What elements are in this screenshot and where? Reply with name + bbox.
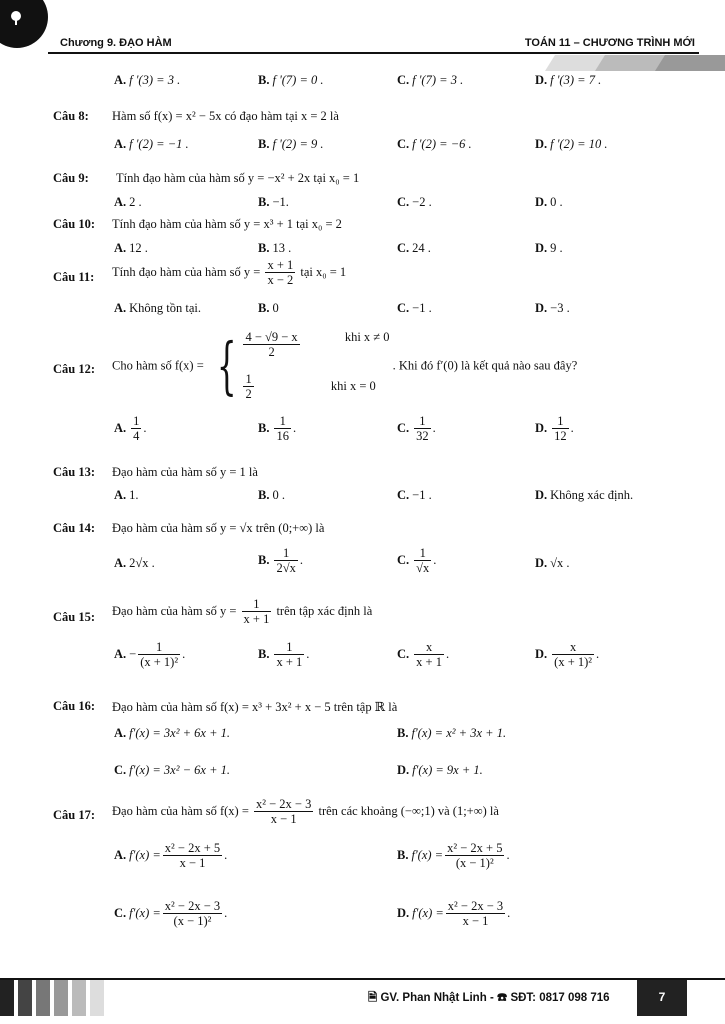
q17-number: Câu 17: bbox=[53, 808, 96, 822]
header-divider bbox=[48, 52, 699, 54]
q8-option-d[interactable]: D. f '(2) = 10 . bbox=[535, 137, 608, 151]
q12-option-c[interactable]: C. $\frac{1}{32}$ . bbox=[397, 414, 436, 444]
document-icon: 🗎 bbox=[368, 992, 378, 1004]
q11-option-d[interactable]: D. −3 . bbox=[535, 301, 570, 315]
footer-stripes bbox=[0, 980, 120, 1016]
q16-option-a[interactable]: A. f′(x) = 3x² + 6x + 1. bbox=[114, 726, 231, 740]
q12-text: Cho hàm số f(x) = { $\frac{4 - √9 - x}{2}$ khi x ≠ 0 $\frac{1}{2}$ khi x = 0 . Khi đó f′(0) là kết quả nào sau đây? bbox=[112, 328, 578, 402]
q12-option-a[interactable]: A. $\frac{1}{4}$ . bbox=[114, 414, 147, 444]
q16-option-b[interactable]: B. f′(x) = x² + 3x + 1. bbox=[397, 726, 507, 740]
q14-option-b[interactable]: B. $\frac{1}{2√x}$ . bbox=[258, 546, 303, 576]
header-stripes bbox=[545, 55, 725, 71]
q13-option-d[interactable]: D. Không xác định. bbox=[535, 488, 634, 502]
q10-option-a[interactable]: A. 12 . bbox=[114, 241, 148, 255]
brand-logo bbox=[0, 0, 48, 48]
phone-number: SĐT: 0817 098 716 bbox=[510, 992, 610, 1004]
q12-option-d[interactable]: D. $\frac{1}{12}$ . bbox=[535, 414, 574, 444]
q9-number: Câu 9: bbox=[53, 171, 89, 185]
q10-option-d[interactable]: D. 9 . bbox=[535, 241, 563, 255]
q17-option-d[interactable]: D. f′(x) = $\frac{\text{x² − 2x − 3}}{x - 1}$ . bbox=[397, 899, 511, 929]
q11-option-b[interactable]: B. 0 bbox=[258, 301, 279, 315]
q15-option-b[interactable]: B. $\frac{1}{x + 1}$ . bbox=[258, 640, 310, 670]
q9-option-d[interactable]: D. 0 . bbox=[535, 195, 563, 209]
q16-number: Câu 16: bbox=[53, 699, 96, 713]
piecewise-brace: { bbox=[216, 328, 237, 402]
phone-icon: ☎ bbox=[496, 992, 508, 1004]
q16-option-d[interactable]: D. f′(x) = 9x + 1. bbox=[397, 763, 483, 777]
q13-number: Câu 13: bbox=[53, 465, 96, 479]
q16-text: Đạo hàm của hàm số f(x) = x³ + 3x² + x − 5 trên tập ℝ là bbox=[112, 700, 398, 714]
q16-option-c[interactable]: C. f′(x) = 3x² − 6x + 1. bbox=[114, 763, 231, 777]
q14-number: Câu 14: bbox=[53, 521, 96, 535]
q12-number: Câu 12: bbox=[53, 362, 96, 376]
q11-text: Tính đạo hàm của hàm số y = $\frac{x + 1}{x - 2}$ tại x₀ = 1 bbox=[112, 258, 347, 288]
q13-text: Đạo hàm của hàm số y = 1 là bbox=[112, 465, 258, 479]
q11-number: Câu 11: bbox=[53, 270, 95, 284]
q7-option-a[interactable]: A. f '(3) = 3 . bbox=[114, 73, 181, 87]
q7-option-d[interactable]: D. f '(3) = 7 . bbox=[535, 73, 602, 87]
q7-option-c[interactable]: C. f '(7) = 3 . bbox=[397, 73, 464, 87]
teacher-name: GV. Phan Nhật Linh bbox=[380, 992, 487, 1004]
q7-option-b[interactable]: B. f '(7) = 0 . bbox=[258, 73, 324, 87]
q17-option-c[interactable]: C. f′(x) = $\frac{\text{x² − 2x − 3}}{\text{(x − 1)²}}$ . bbox=[114, 899, 228, 929]
q9-option-a[interactable]: A. 2 . bbox=[114, 195, 142, 209]
q14-option-c[interactable]: C. $\frac{1}{√x}$ . bbox=[397, 546, 437, 576]
q9-text: Tính đạo hàm của hàm số y = −x² + 2x tại x₀ = 1 bbox=[116, 171, 360, 185]
course-title: TOÁN 11 – CHƯƠNG TRÌNH MỚI bbox=[524, 37, 695, 49]
q15-text: Đạo hàm của hàm số y = $\frac{1}{x + 1}$ trên tập xác định là bbox=[112, 597, 373, 627]
q8-number: Câu 8: bbox=[53, 109, 89, 123]
q15-option-d[interactable]: D. $\frac{x}{\text{(x + 1)²}}$ . bbox=[535, 640, 600, 670]
q9-option-b[interactable]: B. −1. bbox=[258, 195, 289, 209]
q8-option-b[interactable]: B. f '(2) = 9 . bbox=[258, 137, 324, 151]
q15-option-c[interactable]: C. $\frac{x}{x + 1}$ . bbox=[397, 640, 450, 670]
q14-text: Đạo hàm của hàm số y = √x trên (0;+∞) là bbox=[112, 521, 325, 535]
q10-text: Tính đạo hàm của hàm số y = x³ + 1 tại x₀ = 2 bbox=[112, 217, 342, 231]
tree-icon bbox=[8, 10, 24, 26]
q10-number: Câu 10: bbox=[53, 217, 96, 231]
q14-option-d[interactable]: D. √x . bbox=[535, 556, 570, 570]
q11-fraction: $\frac{x + 1}{x - 2}$ bbox=[267, 258, 294, 288]
q9-option-c[interactable]: C. −2 . bbox=[397, 195, 432, 209]
q17-option-a[interactable]: A. f′(x) = $\frac{\text{x² − 2x + 5}}{x - 1}$ . bbox=[114, 841, 228, 871]
q15-option-a[interactable]: A. − $\frac{1}{\text{(x + 1)²}}$ . bbox=[114, 640, 186, 670]
q8-option-c[interactable]: C. f '(2) = −6 . bbox=[397, 137, 472, 151]
q8-text: Hàm số f(x) = x² − 5x có đạo hàm tại x = 2 là bbox=[112, 109, 339, 123]
q10-option-c[interactable]: C. 24 . bbox=[397, 241, 431, 255]
q17-option-b[interactable]: B. f′(x) = $\frac{\text{x² − 2x + 5}}{\text{(x − 1)²}}$ . bbox=[397, 841, 510, 871]
q8-option-a[interactable]: A. f '(2) = −1 . bbox=[114, 137, 189, 151]
q12-option-b[interactable]: B. $\frac{1}{16}$ . bbox=[258, 414, 297, 444]
page-number: 7 bbox=[637, 980, 687, 1016]
chapter-title: Chương 9. ĐẠO HÀM bbox=[60, 37, 172, 49]
footer-contact: 🗎 GV. Phan Nhật Linh - ☎ SĐT: 0817 098 716 bbox=[368, 992, 610, 1004]
q13-option-b[interactable]: B. 0 . bbox=[258, 488, 285, 502]
q11-option-a[interactable]: A. Không tồn tại. bbox=[114, 301, 202, 315]
q13-option-c[interactable]: C. −1 . bbox=[397, 488, 432, 502]
q11-option-c[interactable]: C. −1 . bbox=[397, 301, 432, 315]
q14-option-a[interactable]: A. 2√x . bbox=[114, 556, 155, 570]
q17-text: Đạo hàm của hàm số f(x) = $\frac{\text{x² − 2x − 3}}{x - 1}$ trên các khoảng (−∞;1) và (1;+∞) là bbox=[112, 797, 499, 827]
q13-option-a[interactable]: A. 1. bbox=[114, 488, 139, 502]
q15-number: Câu 15: bbox=[53, 610, 96, 624]
q10-option-b[interactable]: B. 13 . bbox=[258, 241, 292, 255]
